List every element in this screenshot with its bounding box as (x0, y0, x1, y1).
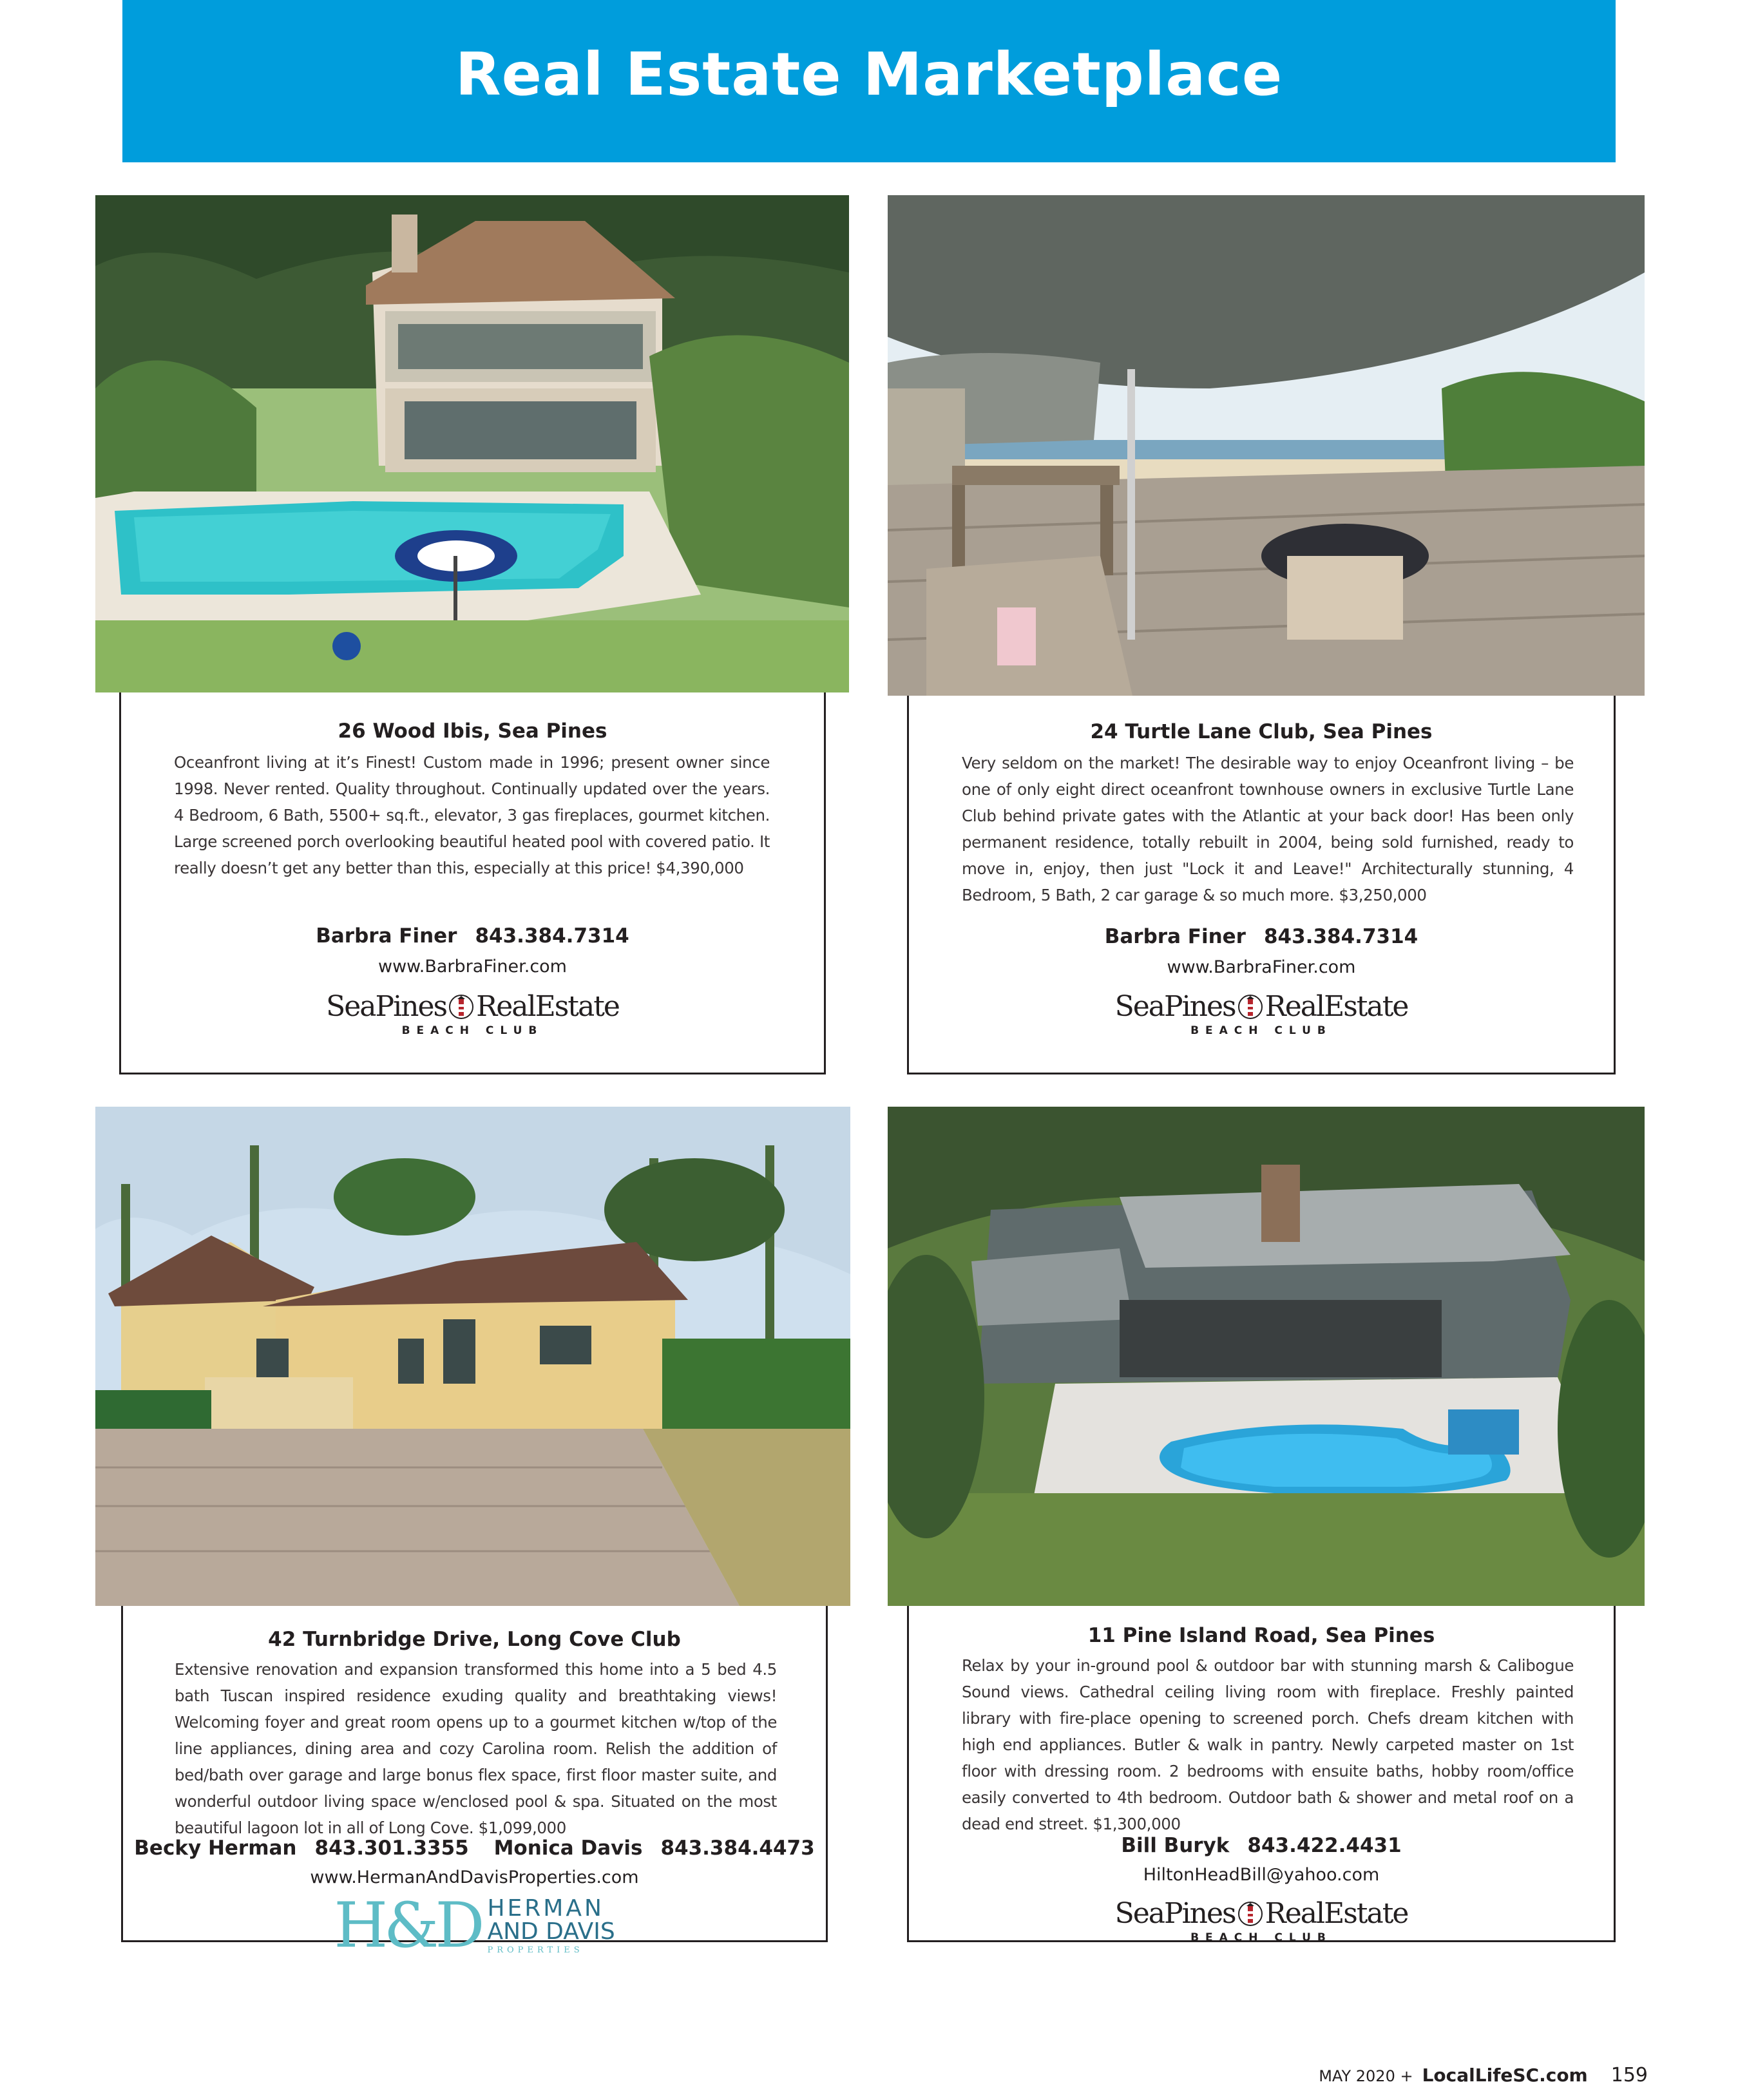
agent-phone[interactable]: 843.384.7314 (1263, 925, 1418, 948)
listing-title: 11 Pine Island Road, Sea Pines (1087, 1624, 1435, 1647)
logo-text-right: RealEstate (1265, 1897, 1408, 1930)
agent-phone[interactable]: 843.422.4431 (1247, 1834, 1402, 1857)
listing-2-photo (888, 195, 1645, 696)
listing-card (119, 692, 826, 1074)
lighthouse-icon (1238, 1900, 1263, 1928)
agent-contact (909, 925, 1614, 948)
listing-card (121, 1606, 828, 1962)
agent-phone-2[interactable]: 843.384.4473 (660, 1837, 815, 1860)
logo-subtitle: BEACH CLUB (1190, 1931, 1332, 1944)
site-link[interactable]: LocalLifeSC.com (1422, 2065, 1588, 2086)
listing-4-photo (888, 1107, 1645, 1606)
agent-website[interactable]: www.BarbraFiner.com (1167, 957, 1356, 977)
page-footer (1319, 2064, 1648, 2086)
agent-contact (909, 1834, 1614, 1857)
agent-website[interactable]: www.BarbraFiner.com (378, 957, 567, 977)
logo-subtitle: BEACH CLUB (1190, 1024, 1332, 1037)
agent-name: Bill Buryk (1121, 1834, 1230, 1857)
agent-name: Barbra Finer (1104, 925, 1246, 948)
logo-line-2: AND DAVIS (487, 1918, 615, 1945)
sea-pines-logo (121, 990, 824, 1037)
listing-1-photo (95, 195, 849, 692)
listing-description: Extensive renovation and expansion transformed this home into a 5 bed 4.5 bath Tuscan inspired residence exuding quality and breathtaking views! Welcoming foyer and great room opens up to a gourmet kitchen w/top of the line appliances, dining area and cozy Carolina room. Relish the addition of bed/bath over garage and large bonus flex space, first floor master suite, and wonderful outdoor living space w/enclosed pool & spa. Situated on the most beautiful lagoon lot in all of Long Cove. $1,099,000 (175, 1660, 777, 1837)
agent-contact (123, 1837, 826, 1860)
sea-pines-logo (909, 1897, 1614, 1944)
herman-davis-logo (123, 1889, 826, 1962)
logo-mark: H&D (334, 1889, 481, 1962)
agent-name: Becky Herman (134, 1837, 297, 1860)
page-number: 159 (1610, 2064, 1648, 2086)
lighthouse-icon (1238, 993, 1263, 1021)
listing-3-photo (95, 1107, 850, 1606)
logo-line-1: HERMAN (487, 1895, 604, 1922)
sea-pines-logo (909, 990, 1614, 1037)
listing-title: 26 Wood Ibis, Sea Pines (338, 720, 607, 743)
lighthouse-icon (449, 993, 473, 1021)
listing-description: Very seldom on the market! The desirable way to enjoy Oceanfront living – be one of only eight direct oceanfront townhouse owners in exclusive Turtle Lane Club behind private gates with the Atlantic at your back door! Has been only permanent residence, totally rebuilt in 2004, being sold furnished, ready to move in, enjoy, then just "Lock it and Leave!" Architecturally stunning, 4 Bedroom, 5 Bath, 2 car garage & so much more. $3,250,000 (962, 754, 1574, 904)
listing-description: Oceanfront living at it’s Finest! Custom made in 1996; present owner since 1998. Never rented. Quality throughout. Continually updated over the years. 4 Bedroom, 6 Bath, 5500+ sq.ft., elevator, 3 gas fireplaces, gourmet kitchen. Large screened porch overlooking beautiful heated pool with covered patio. It really doesn’t get any better than this, especially at this price! $4,390,000 (174, 753, 770, 877)
logo-subtitle: BEACH CLUB (401, 1024, 544, 1037)
logo-text-left: SeaPines (326, 990, 447, 1023)
listing-card (907, 696, 1616, 1074)
agent-name-2: Monica Davis (493, 1837, 643, 1860)
logo-text-right: RealEstate (476, 990, 619, 1023)
listing-card (907, 1606, 1616, 1942)
page-title: Real Estate Marketplace (455, 40, 1283, 109)
issue-date: MAY 2020 + (1319, 2067, 1413, 2085)
listing-title: 24 Turtle Lane Club, Sea Pines (1090, 720, 1433, 743)
logo-text-left: SeaPines (1114, 990, 1236, 1023)
listing-description: Relax by your in-ground pool & outdoor bar with stunning marsh & Calibogue Sound views. Cathedral ceiling living room with fireplace. Freshly painted library with fire-place opening to screened porch. Chefs dream kitchen with high end appliances. Butler & walk in pantry. Newly carpeted master on 1st floor with dressing room. 2 bedrooms with ensuite baths, hobby room/office easily converted to 4th bedroom. Outdoor bath & shower and metal roof on a dead end street. $1,300,000 (962, 1656, 1574, 1833)
agent-phone[interactable]: 843.384.7314 (475, 924, 629, 948)
logo-text-right: RealEstate (1265, 990, 1408, 1023)
logo-line-3: PROPERTIES (487, 1945, 584, 1955)
agent-email[interactable]: HiltonHeadBill@yahoo.com (1143, 1865, 1380, 1885)
listing-title: 42 Turnbridge Drive, Long Cove Club (268, 1628, 681, 1651)
header-banner (122, 0, 1616, 162)
agent-phone[interactable]: 843.301.3355 (314, 1837, 469, 1860)
agent-contact (121, 924, 824, 948)
agent-website[interactable]: www.HermanAndDavisProperties.com (310, 1867, 639, 1887)
agent-name: Barbra Finer (316, 924, 457, 948)
logo-text-left: SeaPines (1114, 1897, 1236, 1930)
